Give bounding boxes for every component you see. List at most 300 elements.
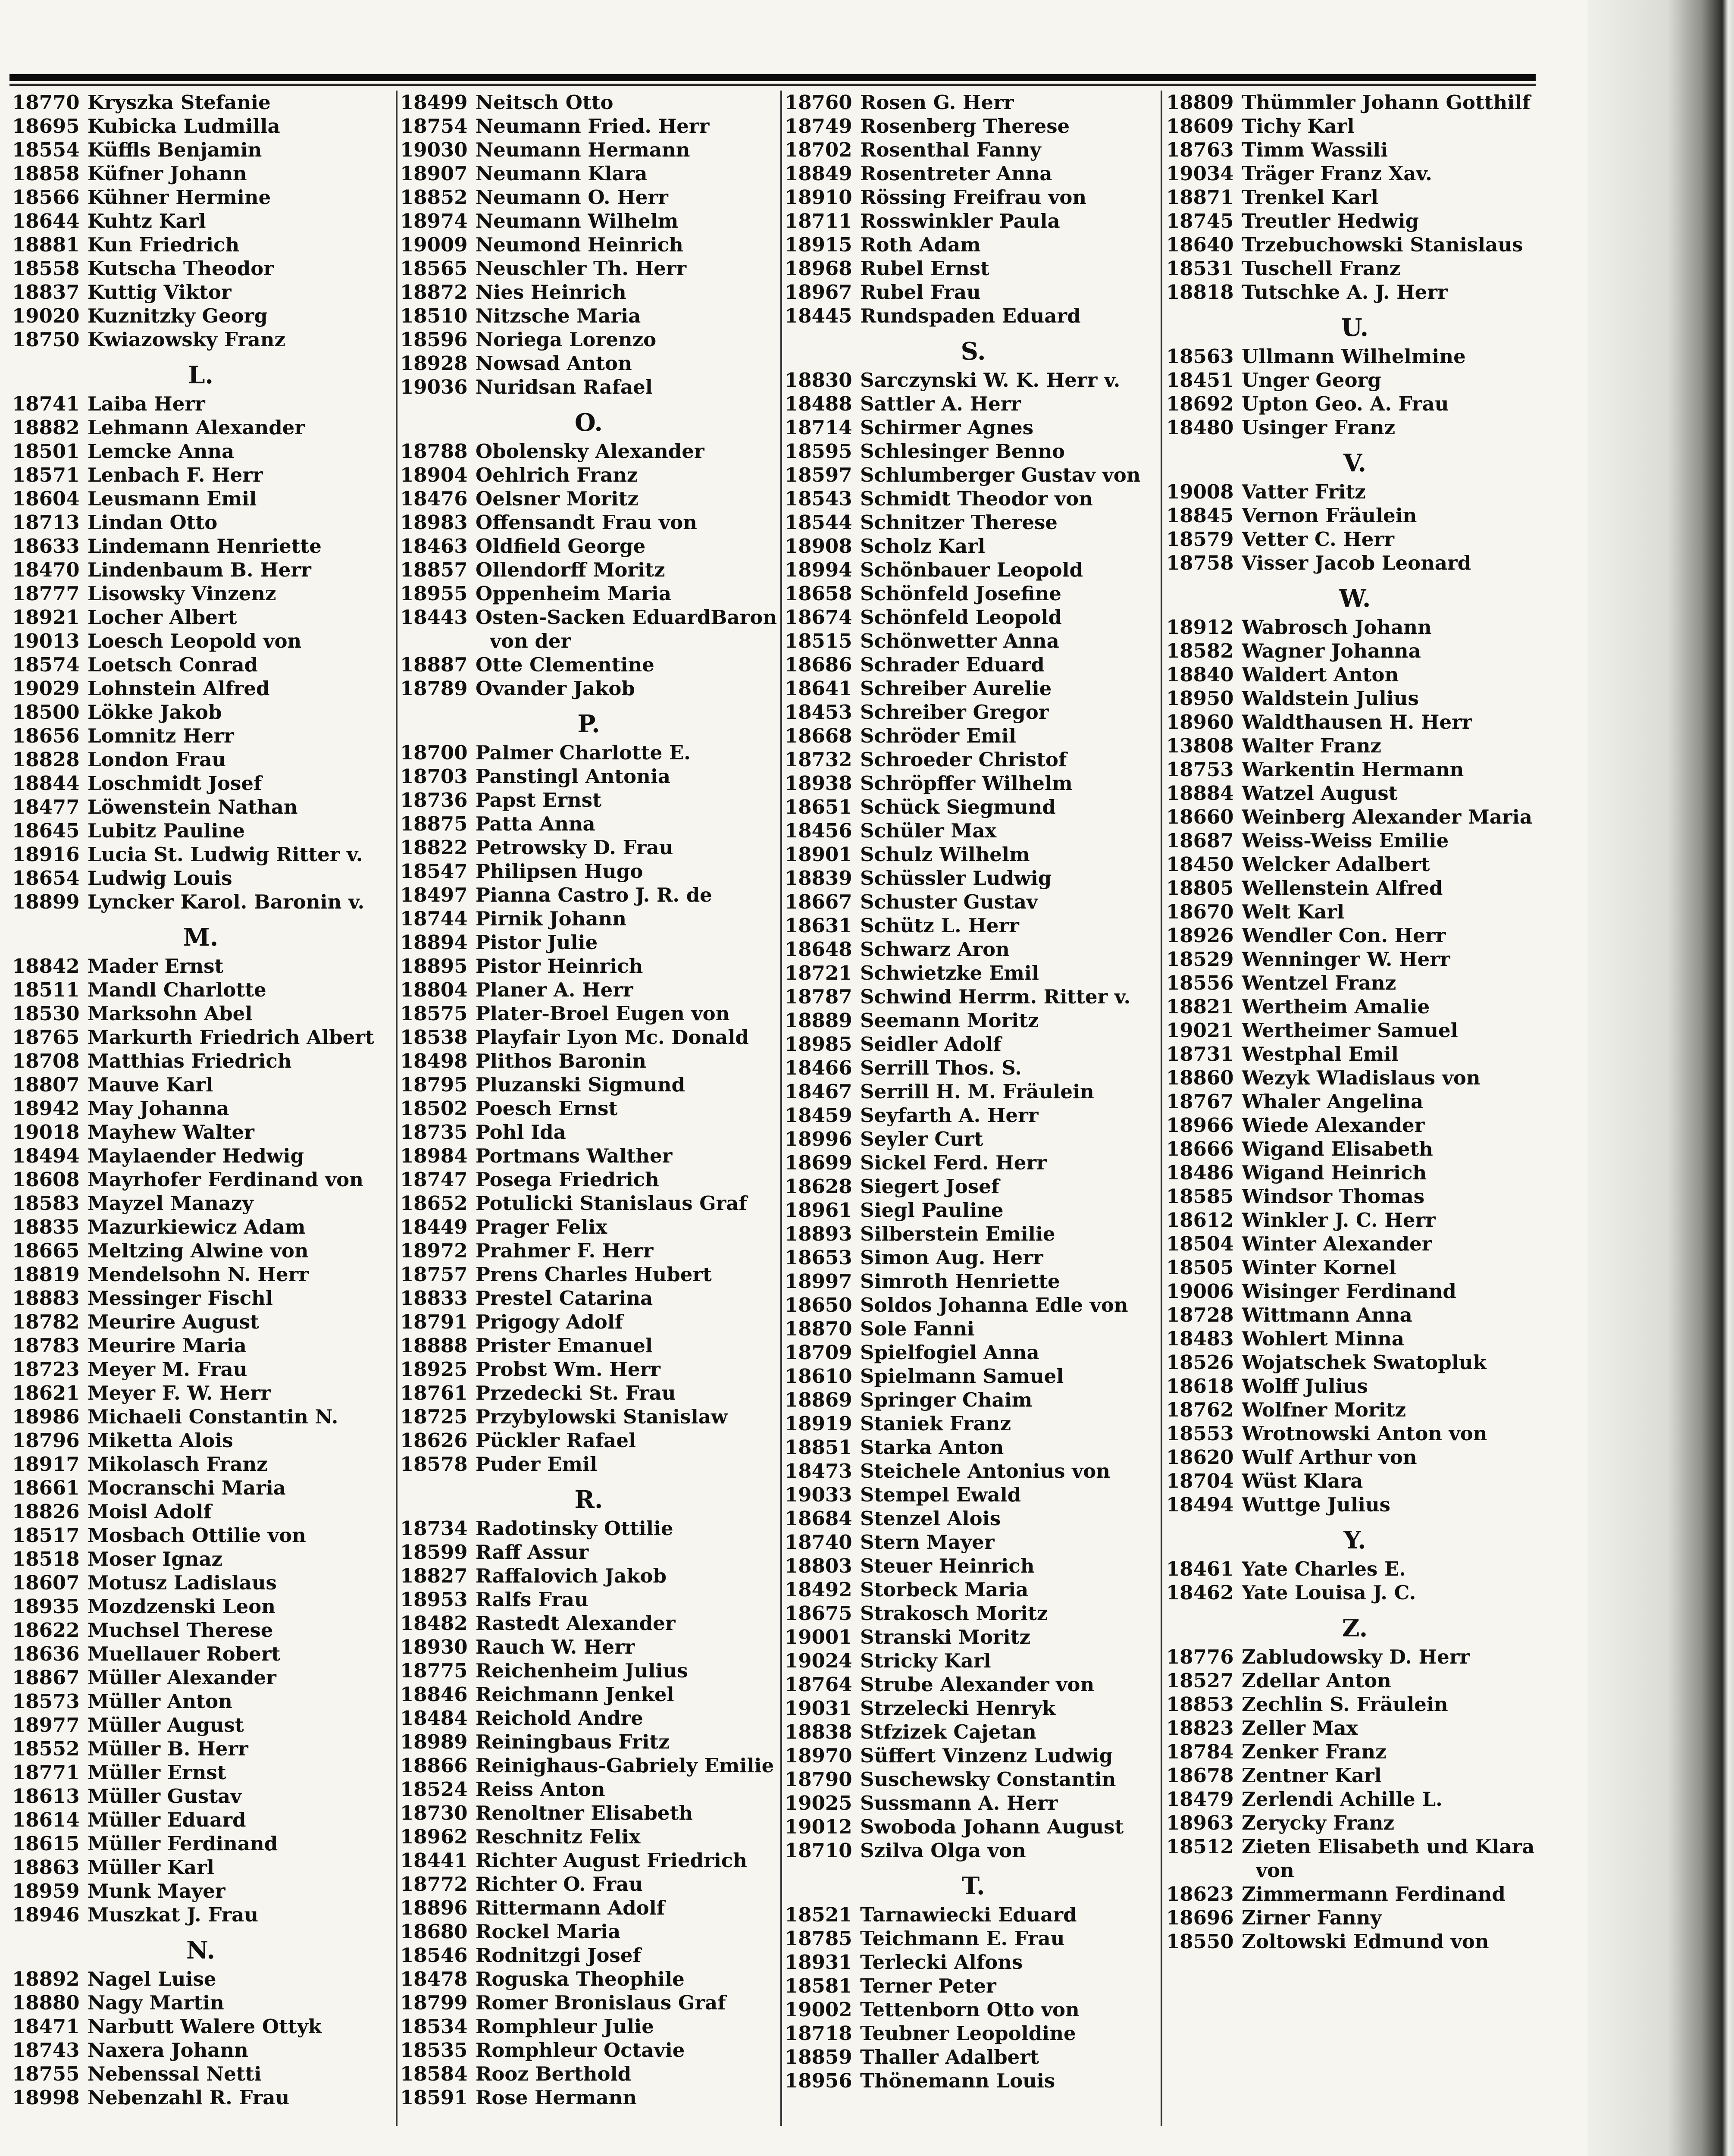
- entry-number: 19020: [12, 304, 80, 327]
- directory-entry: [1166, 114, 1543, 138]
- entry-name: Rubel Frau: [860, 281, 981, 304]
- entry-name: Nagy Martin: [88, 1991, 224, 2014]
- entry-number: 18574: [12, 653, 80, 676]
- entry-name: Wezyk Wladislaus von: [1242, 1066, 1480, 1089]
- entry-number: 18760: [785, 91, 852, 114]
- entry-name: Winkler J. C. Herr: [1242, 1209, 1436, 1232]
- entry-name: Wolfner Moritz: [1242, 1398, 1406, 1421]
- entry-name: Schwarz Aron: [860, 938, 1010, 961]
- entry-name: Usinger Franz: [1242, 416, 1396, 439]
- directory-entry: [1166, 1906, 1543, 1930]
- entry-number: 18692: [1166, 392, 1234, 415]
- directory-entry: [785, 771, 1162, 795]
- directory-entry: [785, 1080, 1162, 1103]
- directory-entry: [785, 1293, 1162, 1317]
- entry-name: Loesch Leopold von: [88, 630, 302, 652]
- entry-number: 18604: [12, 487, 80, 510]
- entry-number: 18498: [400, 1050, 468, 1072]
- directory-entry: [785, 1269, 1162, 1293]
- entry-number: 18471: [12, 2015, 80, 2038]
- entry-name: Serrill H. M. Fräulein: [860, 1080, 1094, 1103]
- directory-entry: [400, 1191, 777, 1215]
- entry-name: Rundspaden Eduard: [860, 304, 1081, 327]
- entry-name: Zieten Elisabeth und Klara: [1242, 1835, 1535, 1858]
- entry-number: 18566: [12, 186, 80, 209]
- entry-name: Schnitzer Therese: [860, 511, 1058, 534]
- entry-name: Müller B. Herr: [88, 1737, 248, 1760]
- entry-name: Zechlin S. Fräulein: [1242, 1693, 1448, 1716]
- entry-number: 18744: [400, 907, 468, 930]
- directory-entry: [400, 233, 777, 257]
- entry-name: Tutschke A. J. Herr: [1242, 281, 1448, 304]
- entry-name: Neumann O. Herr: [476, 186, 668, 209]
- directory-entry: [785, 2069, 1162, 2093]
- directory-entry: [1166, 392, 1543, 416]
- entry-name: Ovander Jakob: [476, 677, 635, 700]
- entry-name: Meyer F. W. Herr: [88, 1382, 271, 1404]
- entry-name: Mikolasch Franz: [88, 1453, 268, 1476]
- directory-entry: [12, 1642, 389, 1666]
- directory-entry: [400, 1144, 777, 1168]
- entry-name: Wagner Johanna: [1242, 639, 1421, 662]
- entry-number: 18730: [400, 1802, 468, 1824]
- entry-name: Timm Wassili: [1242, 138, 1388, 161]
- directory-entry: [1166, 1042, 1543, 1066]
- entry-number: 18546: [400, 1944, 468, 1967]
- entry-name: Tuschell Franz: [1242, 257, 1401, 280]
- directory-entry: [785, 1927, 1162, 1950]
- directory-entry: [1166, 1374, 1543, 1398]
- entry-name: Thönemann Louis: [860, 2069, 1055, 2092]
- entry-number: 18799: [400, 1991, 468, 2014]
- directory-entry: [400, 511, 777, 534]
- entry-number: 18938: [785, 772, 852, 795]
- directory-entry: [785, 1151, 1162, 1175]
- directory-entry: [400, 1777, 777, 1801]
- entry-name: Schirmer Agnes: [860, 416, 1034, 439]
- directory-entry: [12, 487, 389, 511]
- entry-number: 18970: [785, 1744, 852, 1767]
- directory-entry: [400, 1049, 777, 1073]
- entry-name: Waldstein Julius: [1242, 687, 1419, 710]
- directory-entry: [785, 961, 1162, 985]
- entry-number: 18967: [785, 281, 852, 304]
- directory-entry: [785, 1530, 1162, 1554]
- entry-number: 18623: [1166, 1883, 1234, 1905]
- directory-entry: [785, 2045, 1162, 2069]
- directory-entry: [785, 1009, 1162, 1032]
- entry-name: Pianna Castro J. R. de: [476, 884, 712, 906]
- directory-entry: [400, 907, 777, 931]
- entry-number: 18819: [12, 1263, 80, 1286]
- entry-name: Küfner Johann: [88, 162, 247, 185]
- directory-entry: [12, 1452, 389, 1476]
- entry-number: 18660: [1166, 805, 1234, 828]
- entry-name: Zoltowski Edmund von: [1242, 1930, 1489, 1953]
- directory-entry: [12, 1903, 389, 1927]
- entry-name: Schüssler Ludwig: [860, 867, 1052, 890]
- entry-name: Kuhtz Karl: [88, 210, 206, 232]
- directory-entry: [1166, 1279, 1543, 1303]
- entry-number: 18484: [400, 1707, 468, 1730]
- directory-entry: [785, 985, 1162, 1009]
- directory-entry: [1166, 1764, 1543, 1787]
- directory-entry: [1166, 1581, 1543, 1604]
- directory-entry: [12, 1967, 389, 1991]
- directory-entry: [1166, 663, 1543, 686]
- entry-name: Nuridsan Rafael: [476, 376, 653, 398]
- entry-name: Winter Kornel: [1242, 1256, 1396, 1279]
- entry-name: Wabrosch Johann: [1242, 616, 1432, 639]
- directory-entry: [12, 162, 389, 185]
- directory-entry: [1166, 138, 1543, 162]
- entry-name: Lenbach F. Herr: [88, 464, 263, 486]
- entry-name: Zabludowsky D. Herr: [1242, 1645, 1470, 1668]
- directory-entry: [785, 1950, 1162, 1974]
- entry-name: Stenzel Alois: [860, 1507, 1001, 1530]
- entry-name: Wittmann Anna: [1242, 1304, 1412, 1326]
- entry-name: Müller Alexander: [88, 1666, 276, 1689]
- entry-name: Romphleur Octavie: [476, 2039, 685, 2062]
- directory-entry: [1166, 1669, 1543, 1692]
- entry-number: 18875: [400, 812, 468, 835]
- directory-entry: [12, 1310, 389, 1334]
- directory-entry: [12, 1666, 389, 1689]
- entry-number: 18633: [12, 535, 80, 558]
- entry-name: Rosenthal Fanny: [860, 138, 1041, 161]
- block-spacer: [12, 2109, 389, 2114]
- entry-name: Schröpffer Wilhelm: [860, 772, 1073, 795]
- entry-number: 18499: [400, 91, 468, 114]
- section-letter: L.: [188, 361, 213, 389]
- directory-entry: [1166, 1930, 1543, 1953]
- entry-name: Unger Georg: [1242, 369, 1381, 392]
- entry-number: 18857: [400, 558, 468, 581]
- directory-entry: [12, 1073, 389, 1097]
- directory-entry: [1166, 1351, 1543, 1374]
- entry-number: 18556: [1166, 971, 1234, 994]
- entry-name: Rodnitzgi Josef: [476, 1944, 641, 1967]
- entry-name: Philipsen Hugo: [476, 860, 643, 883]
- directory-entry: [12, 771, 389, 795]
- entry-number: 18534: [400, 2015, 468, 2038]
- entry-number: 19030: [400, 138, 468, 161]
- entry-number: 18480: [1166, 416, 1234, 439]
- entry-name: Roth Adam: [860, 233, 981, 256]
- entry-number: 18783: [12, 1334, 80, 1357]
- entry-number: 18732: [785, 748, 852, 771]
- entry-number: 18641: [785, 677, 852, 700]
- entry-name: Rastedt Alexander: [476, 1612, 676, 1635]
- entry-name: Staniek Franz: [860, 1412, 1011, 1435]
- entry-name: Zdellar Anton: [1242, 1669, 1391, 1692]
- entry-number: 18946: [12, 1903, 80, 1926]
- entry-name: Zentner Karl: [1242, 1764, 1382, 1787]
- entry-name: Mocranschi Maria: [88, 1476, 286, 1499]
- block-spacer: [1166, 439, 1543, 444]
- entry-number: 18777: [12, 582, 80, 605]
- directory-entry: [1166, 162, 1543, 185]
- entry-name: Loschmidt Josef: [88, 772, 262, 795]
- directory-entry: [12, 1547, 389, 1571]
- entry-number: 18880: [12, 1991, 80, 2014]
- entry-name: Prager Felix: [476, 1216, 607, 1238]
- entry-number: 18482: [400, 1612, 468, 1635]
- column-divider: [396, 91, 398, 2126]
- entry-number: 18735: [400, 1121, 468, 1144]
- entry-name: Serrill Thos. S.: [860, 1056, 1022, 1079]
- entry-name: Wigand Elisabeth: [1242, 1138, 1433, 1160]
- entry-name: Rose Hermann: [476, 2086, 637, 2109]
- entry-number: 18648: [785, 938, 852, 961]
- entry-number: 18925: [400, 1358, 468, 1381]
- directory-entry: [785, 1649, 1162, 1673]
- entry-name: Sarczynski W. K. Herr v.: [860, 369, 1121, 392]
- directory-entry: [12, 2086, 389, 2109]
- directory-entry: [1166, 639, 1543, 663]
- entry-name: Puder Emil: [476, 1453, 598, 1476]
- directory-entry: [1166, 1303, 1543, 1327]
- directory-entry: [400, 1215, 777, 1239]
- entry-number: 18547: [400, 860, 468, 883]
- entry-number: 18908: [785, 535, 852, 558]
- entry-number: 18953: [400, 1588, 468, 1611]
- entry-name: Neumann Wilhelm: [476, 210, 679, 232]
- entry-name: Lucia St. Ludwig Ritter v.: [88, 843, 363, 866]
- directory-entry: [1166, 257, 1543, 280]
- directory-entry: [785, 1341, 1162, 1364]
- entry-name: Locher Albert: [88, 606, 237, 629]
- directory-entry: [785, 1839, 1162, 1862]
- entry-number: 18872: [400, 281, 468, 304]
- entry-number: 18656: [12, 724, 80, 747]
- entry-number: 18822: [400, 836, 468, 859]
- directory-entry: [12, 605, 389, 629]
- directory-entry: [1166, 1018, 1543, 1042]
- entry-number: 18584: [400, 2062, 468, 2085]
- entry-number: 18467: [785, 1080, 852, 1103]
- entry-name: Schulz Wilhelm: [860, 843, 1030, 866]
- entry-name: Rössing Freifrau von: [860, 186, 1087, 209]
- entry-name: Wentzel Franz: [1242, 971, 1396, 994]
- entry-number: 18565: [400, 257, 468, 280]
- entry-number: 18896: [400, 1896, 468, 1919]
- entry-number: 18678: [1166, 1764, 1234, 1787]
- entry-number: 18596: [400, 328, 468, 351]
- entry-number: 18984: [400, 1144, 468, 1167]
- entry-name: Terlecki Alfons: [860, 1951, 1023, 1974]
- entry-name: Kryszka Stefanie: [88, 91, 271, 114]
- entry-number: 18709: [785, 1341, 852, 1364]
- entry-name: Sussmann A. Herr: [860, 1792, 1058, 1814]
- directory-entry: [12, 511, 389, 534]
- entry-number: 18950: [1166, 687, 1234, 710]
- directory-entry: [400, 91, 777, 114]
- entry-name: Kuznitzky Georg: [88, 304, 268, 327]
- entry-name: Watzel August: [1242, 782, 1398, 805]
- directory-entry: [12, 700, 389, 724]
- entry-number: 18853: [1166, 1693, 1234, 1716]
- entry-name: Schröder Emil: [860, 724, 1016, 747]
- entry-name: Westphal Emil: [1242, 1043, 1399, 1065]
- directory-entry: [12, 1761, 389, 1784]
- entry-number: 18986: [12, 1405, 80, 1428]
- entry-number: 18762: [1166, 1398, 1234, 1421]
- entry-name: Vernon Fräulein: [1242, 504, 1417, 527]
- directory-entry: [12, 439, 389, 463]
- directory-entry: [400, 1429, 777, 1452]
- directory-entry: [1166, 280, 1543, 304]
- entry-number: 18745: [1166, 210, 1234, 232]
- directory-entry: [1166, 91, 1543, 114]
- entry-name: Neumann Hermann: [476, 138, 690, 161]
- directory-entry: [12, 1334, 389, 1357]
- entry-number: 18610: [785, 1365, 852, 1388]
- entry-number: 18597: [785, 464, 852, 486]
- entry-number: 18883: [12, 1287, 80, 1310]
- entry-number: 18553: [1166, 1422, 1234, 1445]
- entry-number: 18615: [12, 1832, 80, 1855]
- directory-entry: [1166, 551, 1543, 575]
- entry-number: 18622: [12, 1619, 80, 1642]
- entry-number: 18530: [12, 1002, 80, 1025]
- directory-entry: [400, 978, 777, 1002]
- entry-number: 18620: [1166, 1446, 1234, 1469]
- entry-number: 18510: [400, 304, 468, 327]
- entry-name: Oelsner Moritz: [476, 487, 639, 510]
- entry-name: Terner Peter: [860, 1974, 996, 1997]
- directory-entry: [785, 1998, 1162, 2021]
- entry-number: 18859: [785, 2046, 852, 2068]
- directory-entry: [12, 1168, 389, 1191]
- entry-name: Steuer Heinrich: [860, 1554, 1035, 1577]
- entry-number: 18462: [1166, 1581, 1234, 1604]
- entry-number: 18652: [400, 1192, 468, 1215]
- entry-name: Schönbauer Leopold: [860, 558, 1083, 581]
- header-rule: [9, 74, 1536, 81]
- directory-entry: [1166, 1493, 1543, 1517]
- entry-number: 18972: [400, 1239, 468, 1262]
- entry-name: Naxera Johann: [88, 2039, 248, 2062]
- entry-name: Oehlrich Franz: [476, 464, 638, 486]
- directory-entry: [1166, 876, 1543, 900]
- entry-name: Vetter C. Herr: [1242, 528, 1394, 551]
- entry-name: Lohnstein Alfred: [88, 677, 270, 700]
- block-spacer: [1166, 575, 1543, 579]
- entry-number: 18450: [1166, 853, 1234, 876]
- entry-name: Rosswinkler Paula: [860, 210, 1060, 232]
- directory-entry: [12, 2015, 389, 2038]
- entry-name: Vatter Fritz: [1242, 480, 1366, 503]
- directory-entry: [12, 304, 389, 328]
- entry-number: 18700: [400, 741, 468, 764]
- entry-number: 18527: [1166, 1669, 1234, 1692]
- entry-number: 18504: [1166, 1232, 1234, 1255]
- directory-entry: [785, 392, 1162, 416]
- section-letter: O.: [575, 408, 603, 437]
- directory-entry: [400, 2038, 777, 2062]
- entry-number: 18849: [785, 162, 852, 185]
- directory-entry: [12, 233, 389, 257]
- entry-name: Otte Clementine: [476, 653, 654, 676]
- entry-name: Swoboda Johann August: [860, 1815, 1124, 1838]
- entry-name: Lehmann Alexander: [88, 416, 305, 439]
- entry-name: Zerlendi Achille L.: [1242, 1788, 1443, 1811]
- entry-number: 18871: [1166, 186, 1234, 209]
- entry-number: 19009: [400, 233, 468, 256]
- entry-number: 18839: [785, 867, 852, 890]
- entry-number: 19021: [1166, 1019, 1234, 1042]
- entry-number: 18765: [12, 1026, 80, 1049]
- entry-name: Lindemann Henriette: [88, 535, 322, 558]
- directory-entry: [400, 351, 777, 375]
- entry-number: 18668: [785, 724, 852, 747]
- directory-entry: [1166, 185, 1543, 209]
- entry-name: May Johanna: [88, 1097, 229, 1120]
- entry-name: Offensandt Frau von: [476, 511, 697, 534]
- entry-name: Thaller Adalbert: [860, 2046, 1039, 2068]
- entry-number: 18790: [785, 1768, 852, 1791]
- section-letter: U.: [1341, 313, 1369, 342]
- entry-number: 18887: [400, 653, 468, 676]
- entry-name: Schlumberger Gustav von: [860, 464, 1141, 486]
- entry-name: Mandl Charlotte: [88, 978, 266, 1001]
- entry-number: 18789: [400, 677, 468, 700]
- entry-name: Trzebuchowski Stanislaus: [1242, 233, 1523, 256]
- directory-entry: [400, 605, 777, 629]
- entry-number: 18550: [1166, 1930, 1234, 1953]
- directory-entry: [785, 890, 1162, 914]
- entry-number: 18827: [400, 1564, 468, 1587]
- section-letter: W.: [1339, 584, 1371, 613]
- directory-entry: [12, 653, 389, 677]
- entry-name: Reiss Anton: [476, 1778, 605, 1801]
- entry-name: Müller Karl: [88, 1856, 214, 1879]
- entry-number: 18708: [12, 1050, 80, 1072]
- block-spacer: [400, 1476, 777, 1480]
- directory-entry: [12, 890, 389, 914]
- directory-entry: [1166, 1137, 1543, 1161]
- directory-entry: [12, 1808, 389, 1832]
- column-1: [12, 91, 389, 2114]
- directory-entry: [785, 677, 1162, 700]
- entry-name: Matthias Friedrich: [88, 1050, 292, 1072]
- entry-number: 18703: [400, 765, 468, 788]
- entry-name: Schwind Herrm. Ritter v.: [860, 985, 1131, 1008]
- entry-number: 18579: [1166, 528, 1234, 551]
- directory-entry: [400, 1730, 777, 1754]
- entry-number: 18838: [785, 1720, 852, 1743]
- directory-entry: [785, 1103, 1162, 1127]
- directory-entry: [1166, 852, 1543, 876]
- directory-entry: [1166, 209, 1543, 233]
- entry-number: 18456: [785, 819, 852, 842]
- entry-number: 18828: [12, 748, 80, 771]
- entry-name: Neitsch Otto: [476, 91, 613, 114]
- directory-entry: [400, 328, 777, 351]
- entry-number: 18505: [1166, 1256, 1234, 1279]
- entry-number: 18723: [12, 1358, 80, 1381]
- entry-name: Sole Fanni: [860, 1317, 975, 1340]
- entry-number: 18869: [785, 1388, 852, 1411]
- entry-number: 18477: [12, 796, 80, 818]
- entry-name: Kwiazowsky Franz: [88, 328, 286, 351]
- directory-entry: [1166, 1398, 1543, 1422]
- entry-name: Obolensky Alexander: [476, 440, 704, 463]
- directory-entry: [785, 2021, 1162, 2045]
- entry-number: 18684: [785, 1507, 852, 1530]
- entry-number: 18563: [1166, 345, 1234, 368]
